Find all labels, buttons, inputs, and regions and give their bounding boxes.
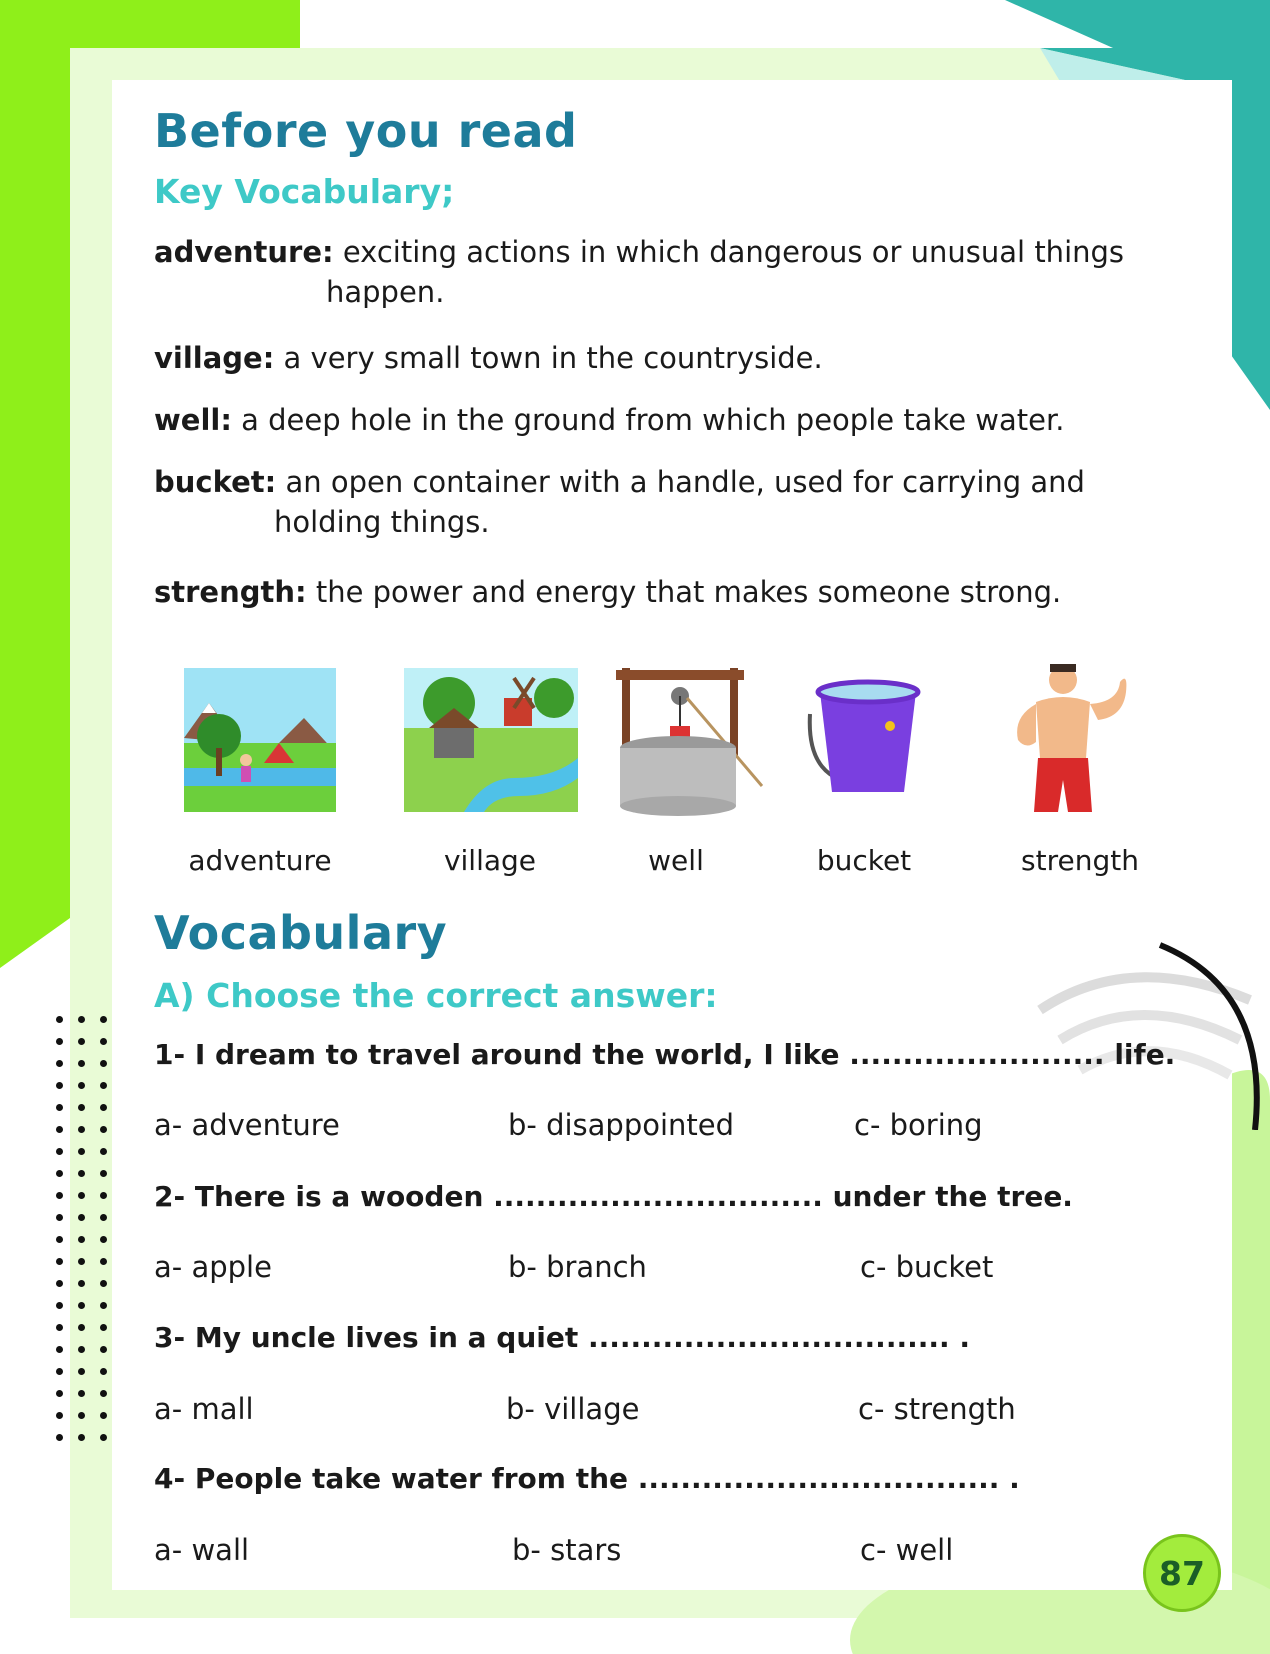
dot [78, 1434, 85, 1441]
question-1-option-c[interactable]: c- boring [854, 1108, 983, 1142]
bucket-picture [806, 674, 930, 798]
question-2-option-c[interactable]: c- bucket [860, 1250, 994, 1284]
dot [100, 1082, 107, 1089]
arc-decoration [1010, 930, 1270, 1130]
dot [78, 1192, 85, 1199]
dot [78, 1412, 85, 1419]
dot [78, 1368, 85, 1375]
dot [100, 1412, 107, 1419]
key-vocabulary-heading: Key Vocabulary; [154, 172, 455, 211]
adventure-picture [184, 668, 336, 812]
dot [56, 1214, 63, 1221]
dot [56, 1016, 63, 1023]
dot [78, 1060, 85, 1067]
vocab-entry-bucket [154, 462, 1134, 542]
vocab-definition: an open container with a handle, used for carrying and [285, 465, 1085, 499]
dot [100, 1434, 107, 1441]
question-3: 3- My uncle lives in a quiet .................................. . [154, 1321, 971, 1354]
vocab-entry-adventure [154, 232, 1134, 312]
vocab-entry-village [154, 338, 1134, 378]
dot [78, 1038, 85, 1045]
choose-correct-heading: A) Choose the correct answer: [154, 976, 718, 1015]
dot [56, 1082, 63, 1089]
vocab-term: adventure: [154, 235, 334, 269]
dot [100, 1368, 107, 1375]
dot [56, 1434, 63, 1441]
question-4-option-b[interactable]: b- stars [512, 1533, 622, 1567]
question-2: 2- There is a wooden ............................... under the tree. [154, 1180, 1073, 1213]
dot [56, 1038, 63, 1045]
picture-label-well: well [648, 844, 704, 877]
dot [78, 1104, 85, 1111]
question-3-option-a[interactable]: a- mall [154, 1392, 254, 1426]
dot [100, 1192, 107, 1199]
strongman-picture [1008, 662, 1138, 818]
dot [56, 1126, 63, 1133]
dot [78, 1170, 85, 1177]
dot [78, 1016, 85, 1023]
dot [100, 1214, 107, 1221]
vocab-definition-cont: happen. [326, 275, 445, 309]
question-3-option-c[interactable]: c- strength [858, 1392, 1016, 1426]
dot [100, 1104, 107, 1111]
well-picture [612, 668, 764, 816]
question-1-option-a[interactable]: a- adventure [154, 1108, 340, 1142]
vocab-term: well: [154, 403, 232, 437]
question-4-option-c[interactable]: c- well [860, 1533, 954, 1567]
dot [100, 1280, 107, 1287]
dot [78, 1082, 85, 1089]
dot [56, 1280, 63, 1287]
question-4: 4- People take water from the .................................. . [154, 1462, 1020, 1495]
question-2-option-a[interactable]: a- apple [154, 1250, 272, 1284]
dot [56, 1390, 63, 1397]
dot [78, 1390, 85, 1397]
village-picture [404, 668, 578, 812]
dot [78, 1258, 85, 1265]
dot [100, 1148, 107, 1155]
dot [100, 1038, 107, 1045]
dot [100, 1302, 107, 1309]
dot [56, 1104, 63, 1111]
page-number-badge: 87 [1143, 1534, 1221, 1612]
dot [78, 1346, 85, 1353]
dot [56, 1412, 63, 1419]
picture-label-bucket: bucket [816, 844, 912, 877]
vocab-definition: the power and energy that makes someone strong. [315, 575, 1062, 609]
dot [56, 1170, 63, 1177]
dot [56, 1258, 63, 1265]
dot [78, 1148, 85, 1155]
before-you-read-heading: Before you read [154, 104, 578, 158]
dot [78, 1280, 85, 1287]
dot [78, 1126, 85, 1133]
dot [100, 1258, 107, 1265]
dot [56, 1324, 63, 1331]
picture-label-village: village [443, 844, 537, 877]
dot [56, 1148, 63, 1155]
dot [100, 1324, 107, 1331]
dot [56, 1236, 63, 1243]
dot [100, 1016, 107, 1023]
vocab-entry-strength [154, 572, 1134, 612]
picture-label-adventure: adventure [188, 844, 332, 877]
dot [100, 1170, 107, 1177]
dot [56, 1302, 63, 1309]
question-1: 1- I dream to travel around the world, I like ........................ life. [154, 1038, 1176, 1071]
dot [100, 1346, 107, 1353]
dot [78, 1236, 85, 1243]
dot [78, 1324, 85, 1331]
picture-label-strength: strength [1021, 844, 1139, 877]
question-3-option-b[interactable]: b- village [506, 1392, 640, 1426]
vocab-entry-well [154, 400, 1134, 440]
question-4-option-a[interactable]: a- wall [154, 1533, 250, 1567]
dot [78, 1214, 85, 1221]
vocabulary-heading: Vocabulary [154, 906, 448, 960]
dot [100, 1126, 107, 1133]
vocab-term: bucket: [154, 465, 277, 499]
vocab-definition: a very small town in the countryside. [283, 341, 823, 375]
question-1-option-b[interactable]: b- disappointed [508, 1108, 735, 1142]
question-2-option-b[interactable]: b- branch [508, 1250, 647, 1284]
dot [100, 1390, 107, 1397]
dot [56, 1060, 63, 1067]
vocab-term: village: [154, 341, 275, 375]
dot [100, 1060, 107, 1067]
vocab-term: strength: [154, 575, 307, 609]
dot [100, 1236, 107, 1243]
vocab-definition: exciting actions in which dangerous or unusual things [342, 235, 1125, 269]
vocab-definition: a deep hole in the ground from which people take water. [241, 403, 1065, 437]
dot [56, 1192, 63, 1199]
dot [78, 1302, 85, 1309]
dot [56, 1368, 63, 1375]
vocab-definition-cont: holding things. [274, 505, 490, 539]
dot [56, 1346, 63, 1353]
